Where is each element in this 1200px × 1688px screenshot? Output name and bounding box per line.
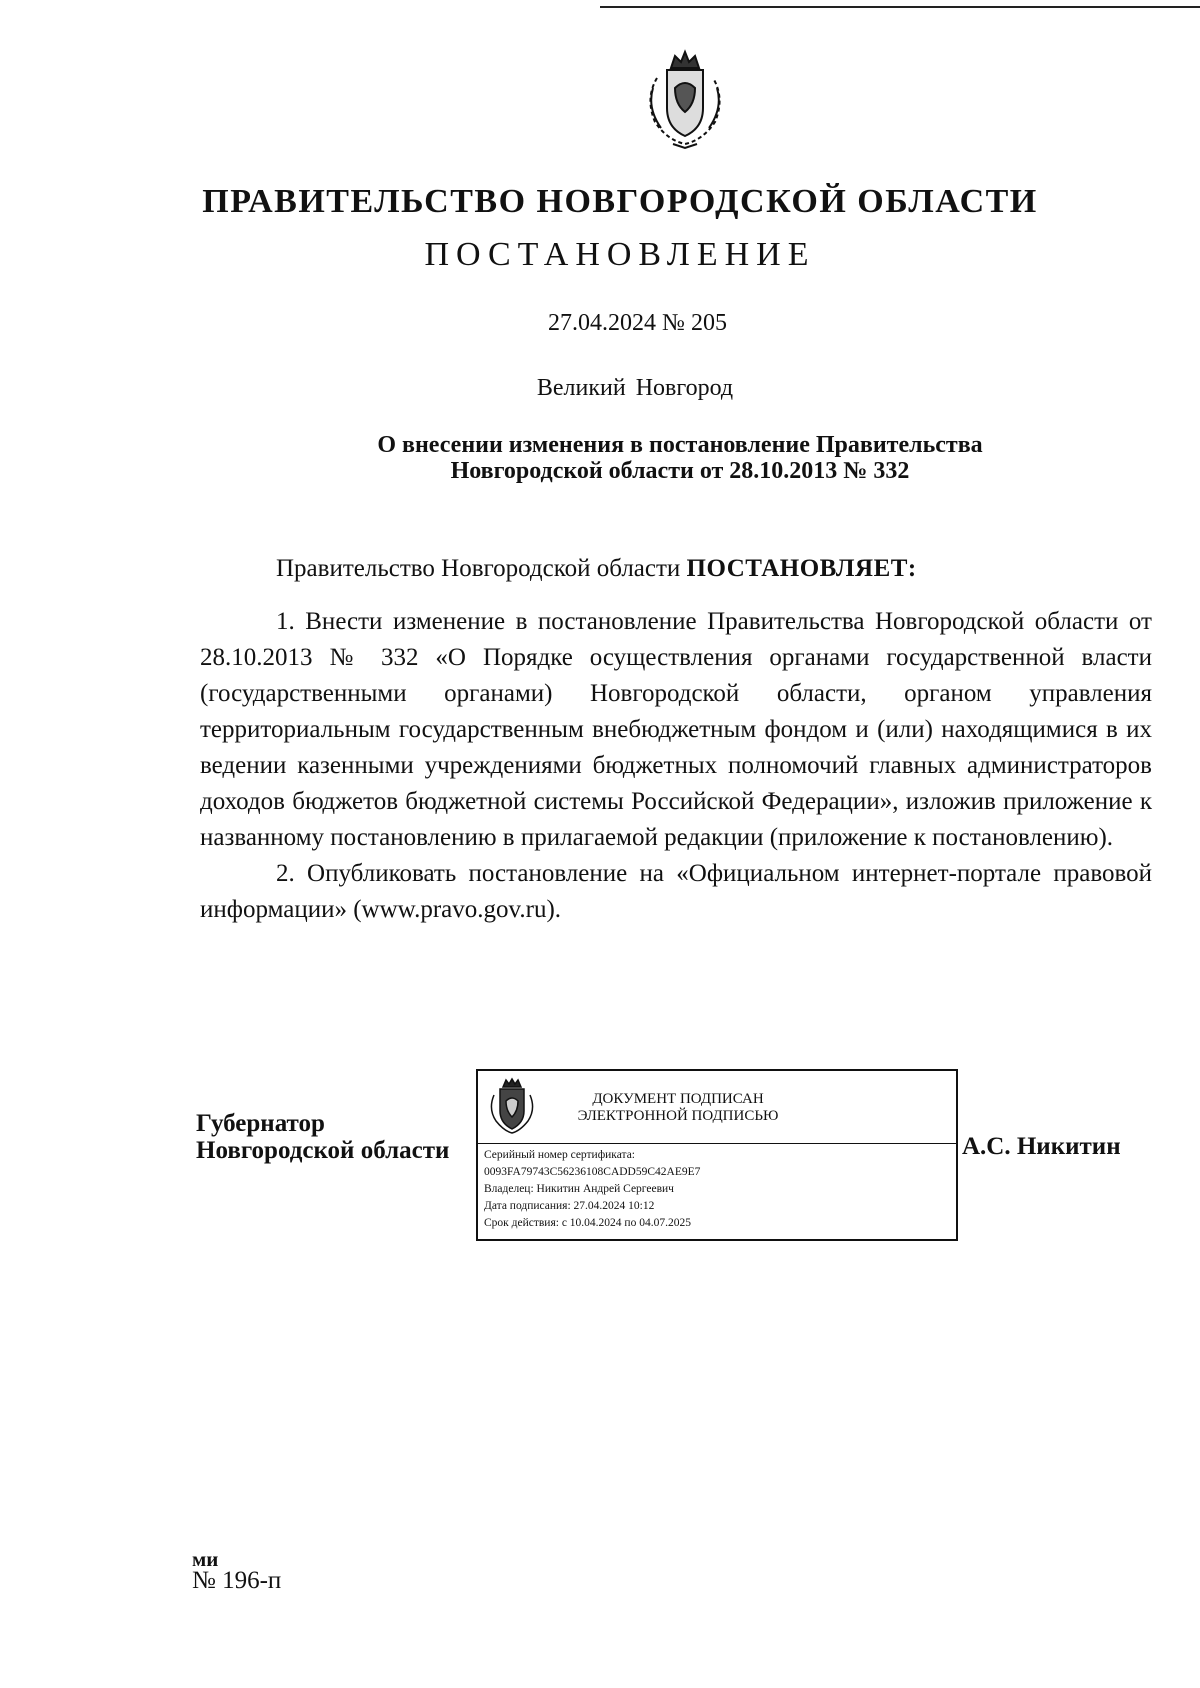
stamp-serial-value: 0093FA79743C56236108CADD59C42AE9E7 [484, 1166, 701, 1178]
top-rule [600, 6, 1200, 8]
document-type: ПОСТАНОВЛЕНИЕ [424, 236, 816, 273]
stamp-sign-date: Дата подписания: 27.04.2024 10:12 [484, 1200, 655, 1212]
document-body [200, 604, 1152, 928]
stamp-validity: Срок действия: с 10.04.2024 по 04.07.2025 [484, 1217, 691, 1229]
stamp-serial-label: Серийный номер сертификата: [484, 1149, 635, 1161]
document-date-number: 27.04.2024 № 205 [548, 310, 727, 336]
stamp-heading [558, 1091, 798, 1125]
document-subject [250, 432, 1110, 484]
paragraph-2: 2. Опубликовать постановление на «Официальном интернет-портале правовой информации» (www.pravo.gov.ru). [200, 860, 1152, 923]
preamble-text: Правительство Новгородской области [276, 555, 687, 582]
position-line-1: Губернатор [196, 1110, 325, 1137]
coat-of-arms-icon [486, 1077, 538, 1135]
document-city: Великий Новгород [536, 375, 734, 401]
stamp-heading-line-2: ЭЛЕКТРОННОЙ ПОДПИСЬЮ [577, 1108, 779, 1124]
paragraph-1: 1. Внести изменение в постановление Правительства Новгородской области от 28.10.2013 № 332 «О Порядке осуществления органами государственной власти (государственными органами) Новгородской области, органом управления территориальным государственным внебюджетным фондом и (или) находящимися в их ведении казенными учреждениями бюджетных полномочий главных администраторов доходов бюджетов бюджетной системы Российской Федерации», изложив приложение к названному постановлению в прилагаемой редакции (приложение к постановлению). [200, 608, 1152, 851]
subject-line-2: Новгородской области от 28.10.2013 № 332 [450, 458, 910, 484]
signatory-position [196, 1110, 449, 1164]
preamble-resolves: ПОСТАНОВЛЯЕТ: [686, 555, 917, 582]
organization-title: ПРАВИТЕЛЬСТВО НОВГОРОДСКОЙ ОБЛАСТИ [202, 183, 1038, 220]
footer-initials: ми [192, 1547, 219, 1571]
e-signature-stamp [476, 1069, 958, 1241]
footer-code [192, 1548, 281, 1592]
position-line-2: Новгородской области [196, 1137, 450, 1164]
stamp-divider [478, 1143, 956, 1144]
subject-line-1: О внесении изменения в постановление Правительства [377, 432, 983, 458]
coat-of-arms-icon [637, 48, 733, 152]
stamp-heading-line-1: ДОКУМЕНТ ПОДПИСАН [592, 1091, 764, 1107]
signer-name: А.С. Никитин [962, 1133, 1121, 1160]
stamp-details [484, 1147, 700, 1232]
stamp-owner: Владелец: Никитин Андрей Сергеевич [484, 1183, 674, 1195]
footer-doc-code: № 196-п [192, 1567, 282, 1594]
preamble [276, 555, 917, 583]
